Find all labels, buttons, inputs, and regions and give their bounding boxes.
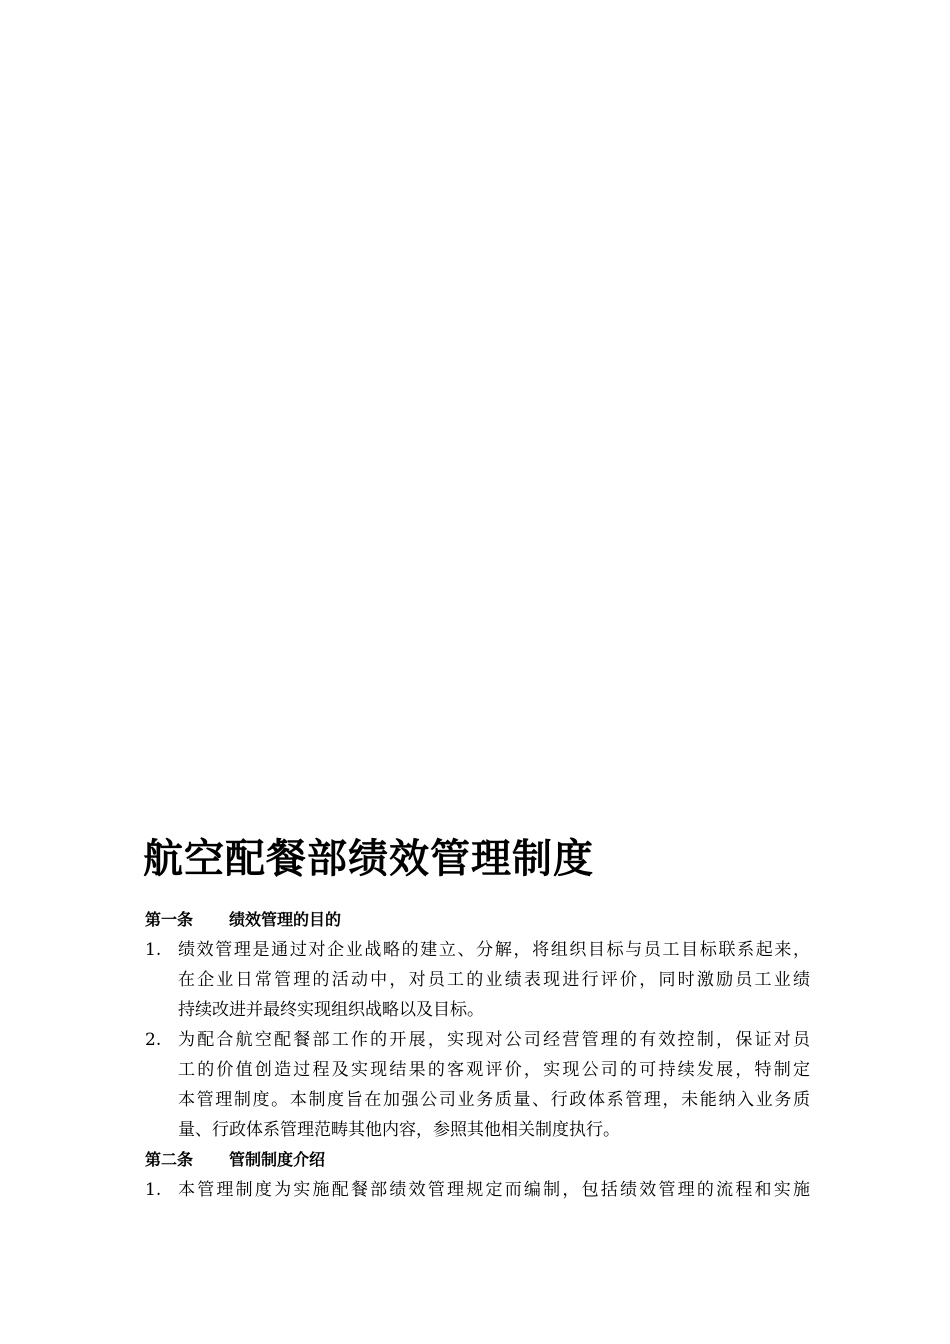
document-title: 航空配餐部绩效管理制度 [143, 835, 594, 882]
paragraph-line: 本管理制度。本制度旨在加强公司业务质量、行政体系管理，未能纳入业务质 [178, 1090, 810, 1110]
list-item-number: 2. [145, 1030, 162, 1050]
paragraph-line: 在企业日常管理的活动中，对员工的业绩表现进行评价，同时激励员工业绩 [178, 970, 810, 990]
list-item [145, 935, 810, 1025]
list-item [145, 1025, 810, 1145]
paragraph-line: 绩效管理是通过对企业战略的建立、分解，将组织目标与员工目标联系起来， [178, 940, 810, 960]
paragraph-line: 工的价值创造过程及实现结果的客观评价，实现公司的可持续发展，特制定 [178, 1060, 810, 1080]
section-heading [145, 905, 810, 935]
article-title: 管制制度介绍 [229, 1150, 326, 1169]
paragraph-line: 持续改进并最终实现组织战略以及目标。 [178, 1000, 484, 1020]
article-title: 绩效管理的目的 [229, 910, 342, 929]
list-item-number: 1. [145, 940, 162, 960]
paragraph-line: 量、行政体系管理范畴其他内容，参照其他相关制度执行。 [178, 1120, 620, 1140]
section-heading [145, 1145, 810, 1175]
list-item-number: 1. [145, 1180, 162, 1200]
article-number: 第二条 [145, 1150, 194, 1169]
paragraph-line: 本管理制度为实施配餐部绩效管理规定而编制，包括绩效管理的流程和实施 [178, 1180, 810, 1200]
list-item [145, 1175, 810, 1205]
paragraph-line: 为配合航空配餐部工作的开展，实现对公司经营管理的有效控制，保证对员 [178, 1030, 810, 1050]
document-body [145, 905, 810, 1205]
article-number: 第一条 [145, 910, 194, 929]
